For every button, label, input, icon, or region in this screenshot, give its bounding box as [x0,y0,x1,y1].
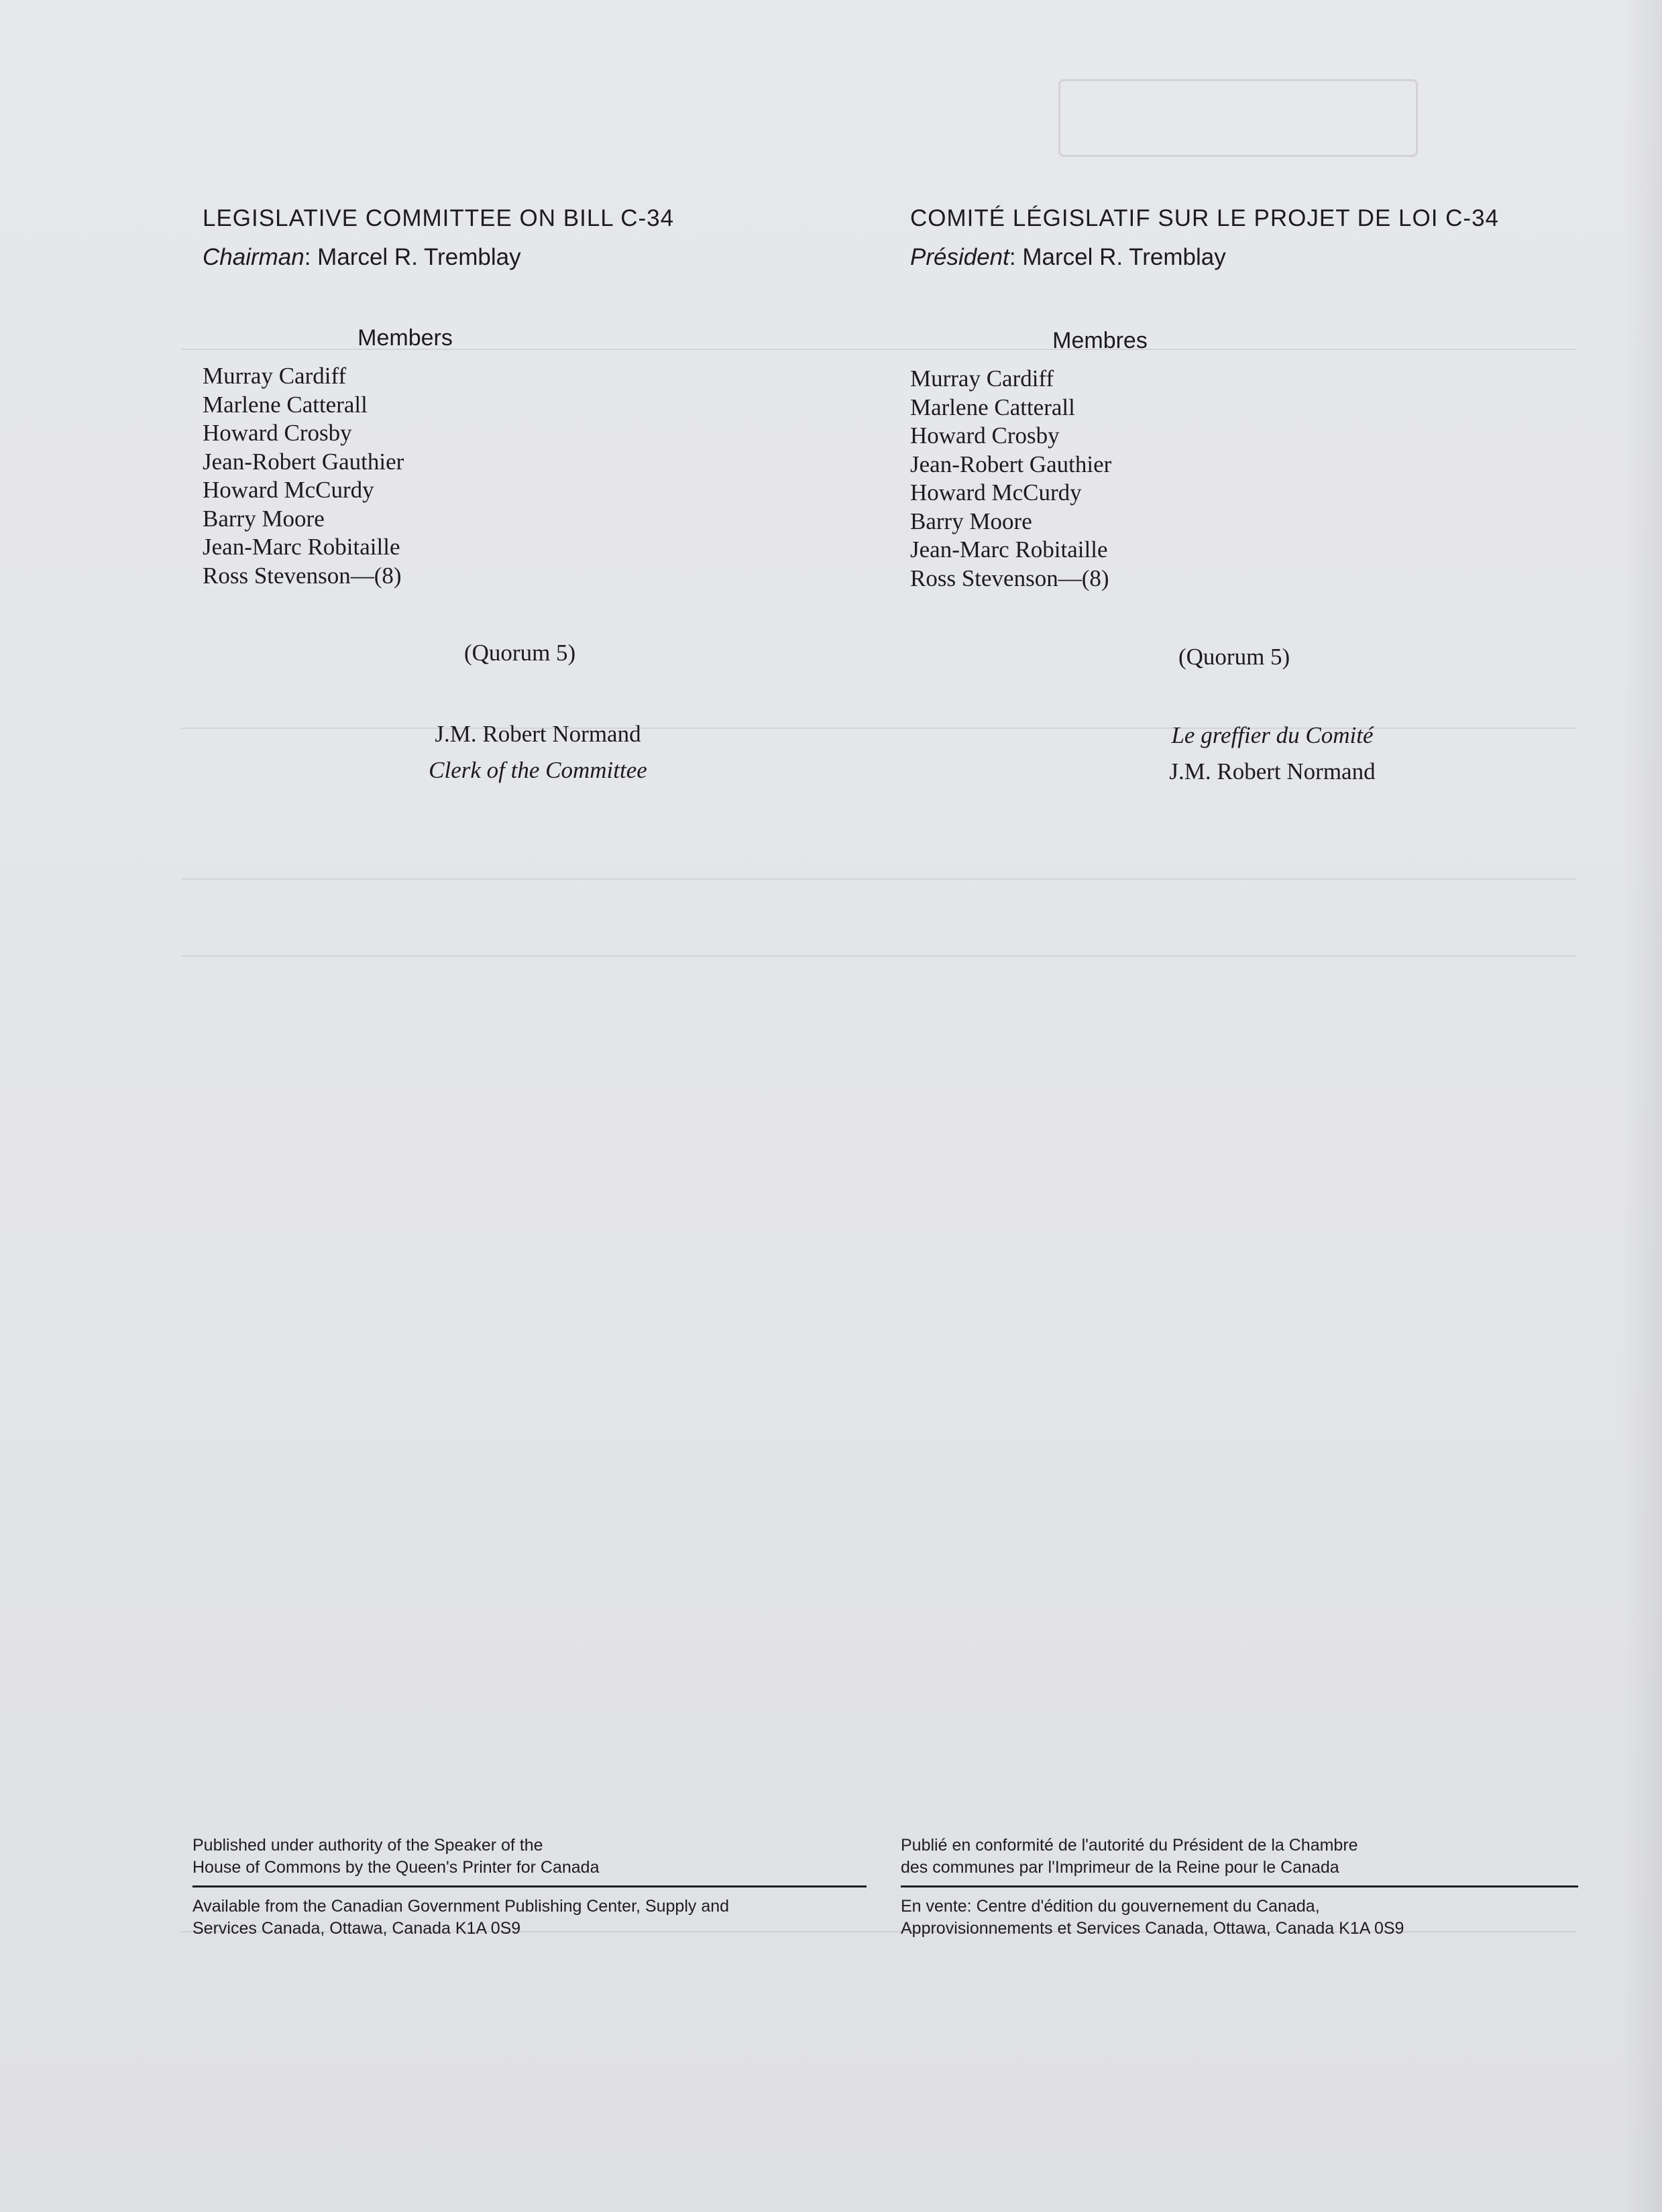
footer-divider [192,1885,867,1887]
availability-notice: Available from the Canadian Government Publishing Center, Supply and Services Canada, Ottawa, Canada K1A 0S9 [192,1897,730,1938]
chair-role: Président [910,244,1009,270]
member-item: Jean-Robert Gauthier [203,448,404,475]
show-through-text [1348,463,1563,516]
clerk-name: J.M. Robert Normand [1169,758,1376,784]
show-through-rule [181,878,1576,880]
chair-role: Chairman [203,244,304,270]
clerk-name: J.M. Robert Normand [435,721,641,747]
show-through-text [1268,127,1549,154]
member-item: Barry Moore [203,505,325,532]
published-under-authority: Publié en conformité de l'autorité du Président de la Chambre des communes par l'Imprimeur de la Reine pour le Canada [901,1836,1358,1877]
committee-heading: COMITÉ LÉGISLATIF SUR LE PROJET DE LOI C-34 [910,205,1500,231]
clerk-block [404,716,672,789]
member-item: Murray Cardiff [203,363,347,389]
chair-line [203,244,521,271]
committee-heading: LEGISLATIVE COMMITTEE ON BILL C-34 [203,205,675,231]
member-item: Howard Crosby [203,420,352,446]
member-item: Jean-Marc Robitaille [910,536,1108,563]
published-under-authority: Published under authority of the Speaker of the House of Commons by the Queen's Printer for Canada [192,1836,600,1877]
member-item: Barry Moore [910,508,1032,534]
publication-notice-french [901,1835,1578,1940]
publication-notice-english [192,1835,867,1940]
member-item: Murray Cardiff [910,365,1054,392]
show-through-text [463,463,865,516]
member-item: Jean-Robert Gauthier [910,451,1112,477]
member-item: Ross Stevenson—(8) [910,565,1109,591]
member-item: Jean-Marc Robitaille [203,534,400,560]
member-item: Marlene Catterall [910,394,1075,420]
chair-line [910,244,1226,271]
quorum-note: (Quorum 5) [464,640,576,666]
quorum-note: (Quorum 5) [1178,644,1290,670]
members-title: Members [357,325,453,351]
clerk-title: Le greffier du Comité [1171,722,1374,748]
availability-notice: En vente: Centre d'édition du gouvernement du Canada, Approvisionnements et Services Canada, Ottawa, Canada K1A 0S9 [901,1897,1404,1938]
clerk-title: Clerk of the Committee [429,757,647,783]
show-through-rule [181,955,1576,957]
page-edge-shadow [1622,0,1662,2212]
member-list [203,362,404,590]
member-item: Ross Stevenson—(8) [203,562,402,589]
footer-divider [901,1885,1578,1887]
member-item: Marlene Catterall [203,391,368,418]
clerk-block [1111,717,1433,790]
chair-name: : Marcel R. Tremblay [1009,244,1226,270]
member-item: Howard Crosby [910,422,1060,449]
members-title: Membres [1052,328,1148,353]
member-item: Howard McCurdy [910,479,1082,506]
chair-name: : Marcel R. Tremblay [304,244,521,270]
member-list [910,365,1111,593]
member-item: Howard McCurdy [203,477,374,503]
